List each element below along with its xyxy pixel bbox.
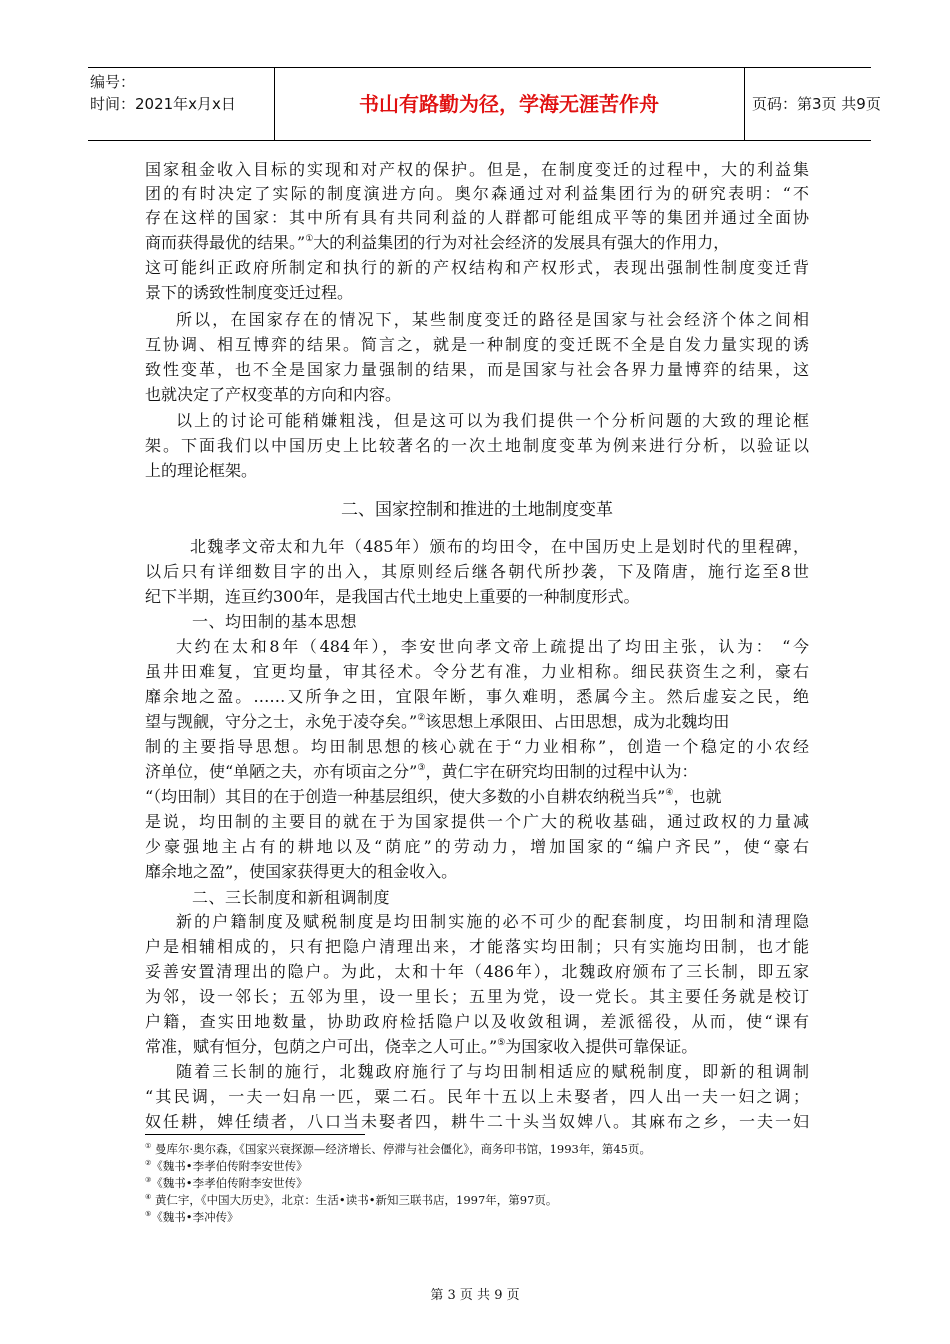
footnote-text: 《魏书•李冲传》 [151,1210,239,1224]
text-segment: 常准，赋有恒分，包荫之户可出，侥幸之人可止。” [145,1037,498,1056]
subsection-title: 一、均田制的基本思想 [192,612,358,631]
text-line: 户籍，查实田地数量，协助政府检括隐户以及收敛租调，差派徭役，从而，使“课有 [145,1012,809,1031]
section-title: 二、国家控制和推进的土地制度变革 [341,500,613,520]
text-line: 妥善安置清理出的隐户。为此，太和十年（486年），北魏政府颁布了三长制，即五家 [145,962,809,981]
footnote [145,1210,239,1225]
footnote-mark: ④ [145,1193,152,1201]
text-segment: “（均田制）其目的在于创造一种基层组织，使大多数的小自耕农纳税当兵” [145,787,666,806]
header-motto-cell [274,68,745,140]
header-page-label: 页码：第3页 共9页 [752,95,881,113]
footnote-ref: ⑤ [497,1038,506,1048]
footnote-text: 黄仁宇，《中国大历史》，北京：生活•读书•新知三联书店，1997年，第97页。 [154,1193,558,1207]
text-line: “其民调，一夫一妇帛一匹，粟二石。民年十五以上未娶者，四人出一夫一妇之调； [145,1087,809,1106]
text-line: 以后只有详细数目字的出入，其原则经后继各朝代所抄袭，下及隋唐，施行迄至8世 [145,562,809,581]
header-left-cell [88,68,275,140]
footnote-ref: ④ [665,788,674,798]
text-line: 户是相辅相成的，只有把隐户清理出来，才能落实均田制；只有实施均田制，也才能 [145,937,809,956]
text-line: 新的户籍制度及赋税制度是均田制实施的必不可少的配套制度，均田制和清理隐 [176,912,809,931]
text-line-with-footnote [145,762,697,782]
footnote-text: 曼库尔·奥尔森，《国家兴衰探源—经济增长、停滞与社会僵化》，商务印书馆，1993年，第45页。 [154,1142,651,1156]
text-line-with-footnote [145,712,729,732]
text-line: 大约在太和8年（484年），李安世向孝文帝上疏提出了均田主张，认为： “今 [176,637,809,656]
text-segment: 为国家收入提供可靠保证。 [505,1037,698,1056]
text-line: 存在这样的国家：其中所有具有共同利益的人群都可能组成平等的集团并通过全面协 [145,208,809,227]
footnote-mark: ② [145,1159,152,1167]
text-line: 随着三长制的施行，北魏政府施行了与均田制相适应的赋税制度，即新的租调制 [176,1062,809,1081]
footnote-ref: ③ [417,763,426,773]
footnote-text: 《魏书•李孝伯传附李安世传》 [151,1159,308,1173]
footnote-mark: ① [145,1142,152,1150]
text-line: 靡余地之盈。……又所争之田，宜限年断，事久难明，悉属今主。然后虚妄之民，绝 [145,687,809,706]
footnote-ref: ① [305,234,314,244]
footnote-separator [145,1134,365,1135]
text-segment: 济单位，使“单陋之夫，亦有顷亩之分” [145,762,418,781]
header-right-cell [744,68,881,140]
text-line: 少豪强地主占有的耕地以及“荫庇”的劳动力，增加国家的“编户齐民”，使“豪右 [145,837,809,856]
footnote [145,1159,308,1174]
text-line: 制的主要指导思想。均田制思想的核心就在于“力业相称”，创造一个稳定的小农经 [145,737,809,756]
footnote [145,1142,651,1157]
text-line: 景下的诱致性制度变迁过程。 [145,283,354,302]
text-line: 这可能纠正政府所制定和执行的新的产权结构和产权形式，表现出强制性制度变迁背 [145,258,809,277]
text-line: 虽井田难复，宜更均量，审其径术。令分艺有准，力业相称。细民获资生之利，豪右 [145,662,809,681]
text-segment: ，黄仁宇在研究均田制的过程中认为： [425,762,698,781]
text-line-with-footnote [145,233,729,253]
text-line-with-footnote [145,787,721,807]
text-line: 以上的讨论可能稍嫌粗浅，但是这可以为我们提供一个分析问题的大致的理论框 [176,411,809,430]
text-line: 国家租金收入目标的实现和对产权的保护。但是，在制度变迁的过程中，大的利益集 [145,160,809,179]
doc-number-label: 编号： [90,73,136,91]
text-line: 所以，在国家存在的情况下，某些制度变迁的路径是国家与社会经济个体之间相 [176,310,809,329]
subsection-title: 二、三长制度和新租调制度 [192,888,391,907]
text-segment: 商而获得最优的结果。” [145,233,306,252]
text-line: 上的理论框架。 [145,461,258,480]
footnote-text: 《魏书•李孝伯传附李安世传》 [151,1176,308,1190]
text-line: 互协调、相互博弈的结果。简言之，就是一种制度的变迁既不全是自发力量实现的诱 [145,335,809,354]
text-segment: ，也就 [673,787,722,806]
footnote-mark: ③ [145,1176,152,1184]
text-segment: 望与觊觎，守分之士，永免于凌夺矣。” [145,712,418,731]
page-footer: 第 3 页 共 9 页 [430,1288,520,1303]
text-line: 架。下面我们以中国历史上比较著名的一次土地制度变革为例来进行分析，以验证以 [145,436,809,455]
text-line: 北魏孝文帝太和九年（485年）颁布的均田令，在中国历史上是划时代的里程碑， [190,537,809,556]
text-line: 也就决定了产权变革的方向和内容。 [145,385,402,404]
text-segment: 大的利益集团的行为对社会经济的发展具有强大的作用力， [313,233,730,252]
footnote [145,1193,557,1208]
footnote-ref: ② [417,713,426,723]
page-header [88,67,881,141]
text-line: 团的有时决定了实际的制度演进方向。奥尔森通过对利益集团行为的研究表明：“不 [145,184,809,203]
text-line-with-footnote [145,1037,697,1057]
text-line: 靡余地之盈”，使国家获得更大的租金收入。 [145,862,458,881]
text-segment: 该思想上承限田、占田思想，成为北魏均田 [425,712,730,731]
text-line: 是说，均田制的主要目的就在于为国家提供一个广大的税收基础，通过政权的力量减 [145,812,809,831]
text-line: 致性变革，也不全是国家力量强制的结果，而是国家与社会各界力量博弈的结果，这 [145,360,809,379]
footnote [145,1176,308,1191]
text-line: 纪下半期，连亘约300年，是我国古代土地史上重要的一种制度形式。 [145,587,640,606]
doc-time-label: 时间：2021年x月x日 [90,95,236,113]
header-motto: 书山有路勤为径，学海无涯苦作舟 [359,92,659,116]
text-line: 为邻，设一邻长；五邻为里，设一里长；五里为党，设一党长。其主要任务就是校订 [145,987,809,1006]
text-line: 奴任耕，婢任绩者，八口当未娶者四，耕牛二十头当奴婢八。其麻布之乡，一夫一妇 [145,1112,809,1131]
footnote-mark: ⑤ [145,1210,152,1218]
